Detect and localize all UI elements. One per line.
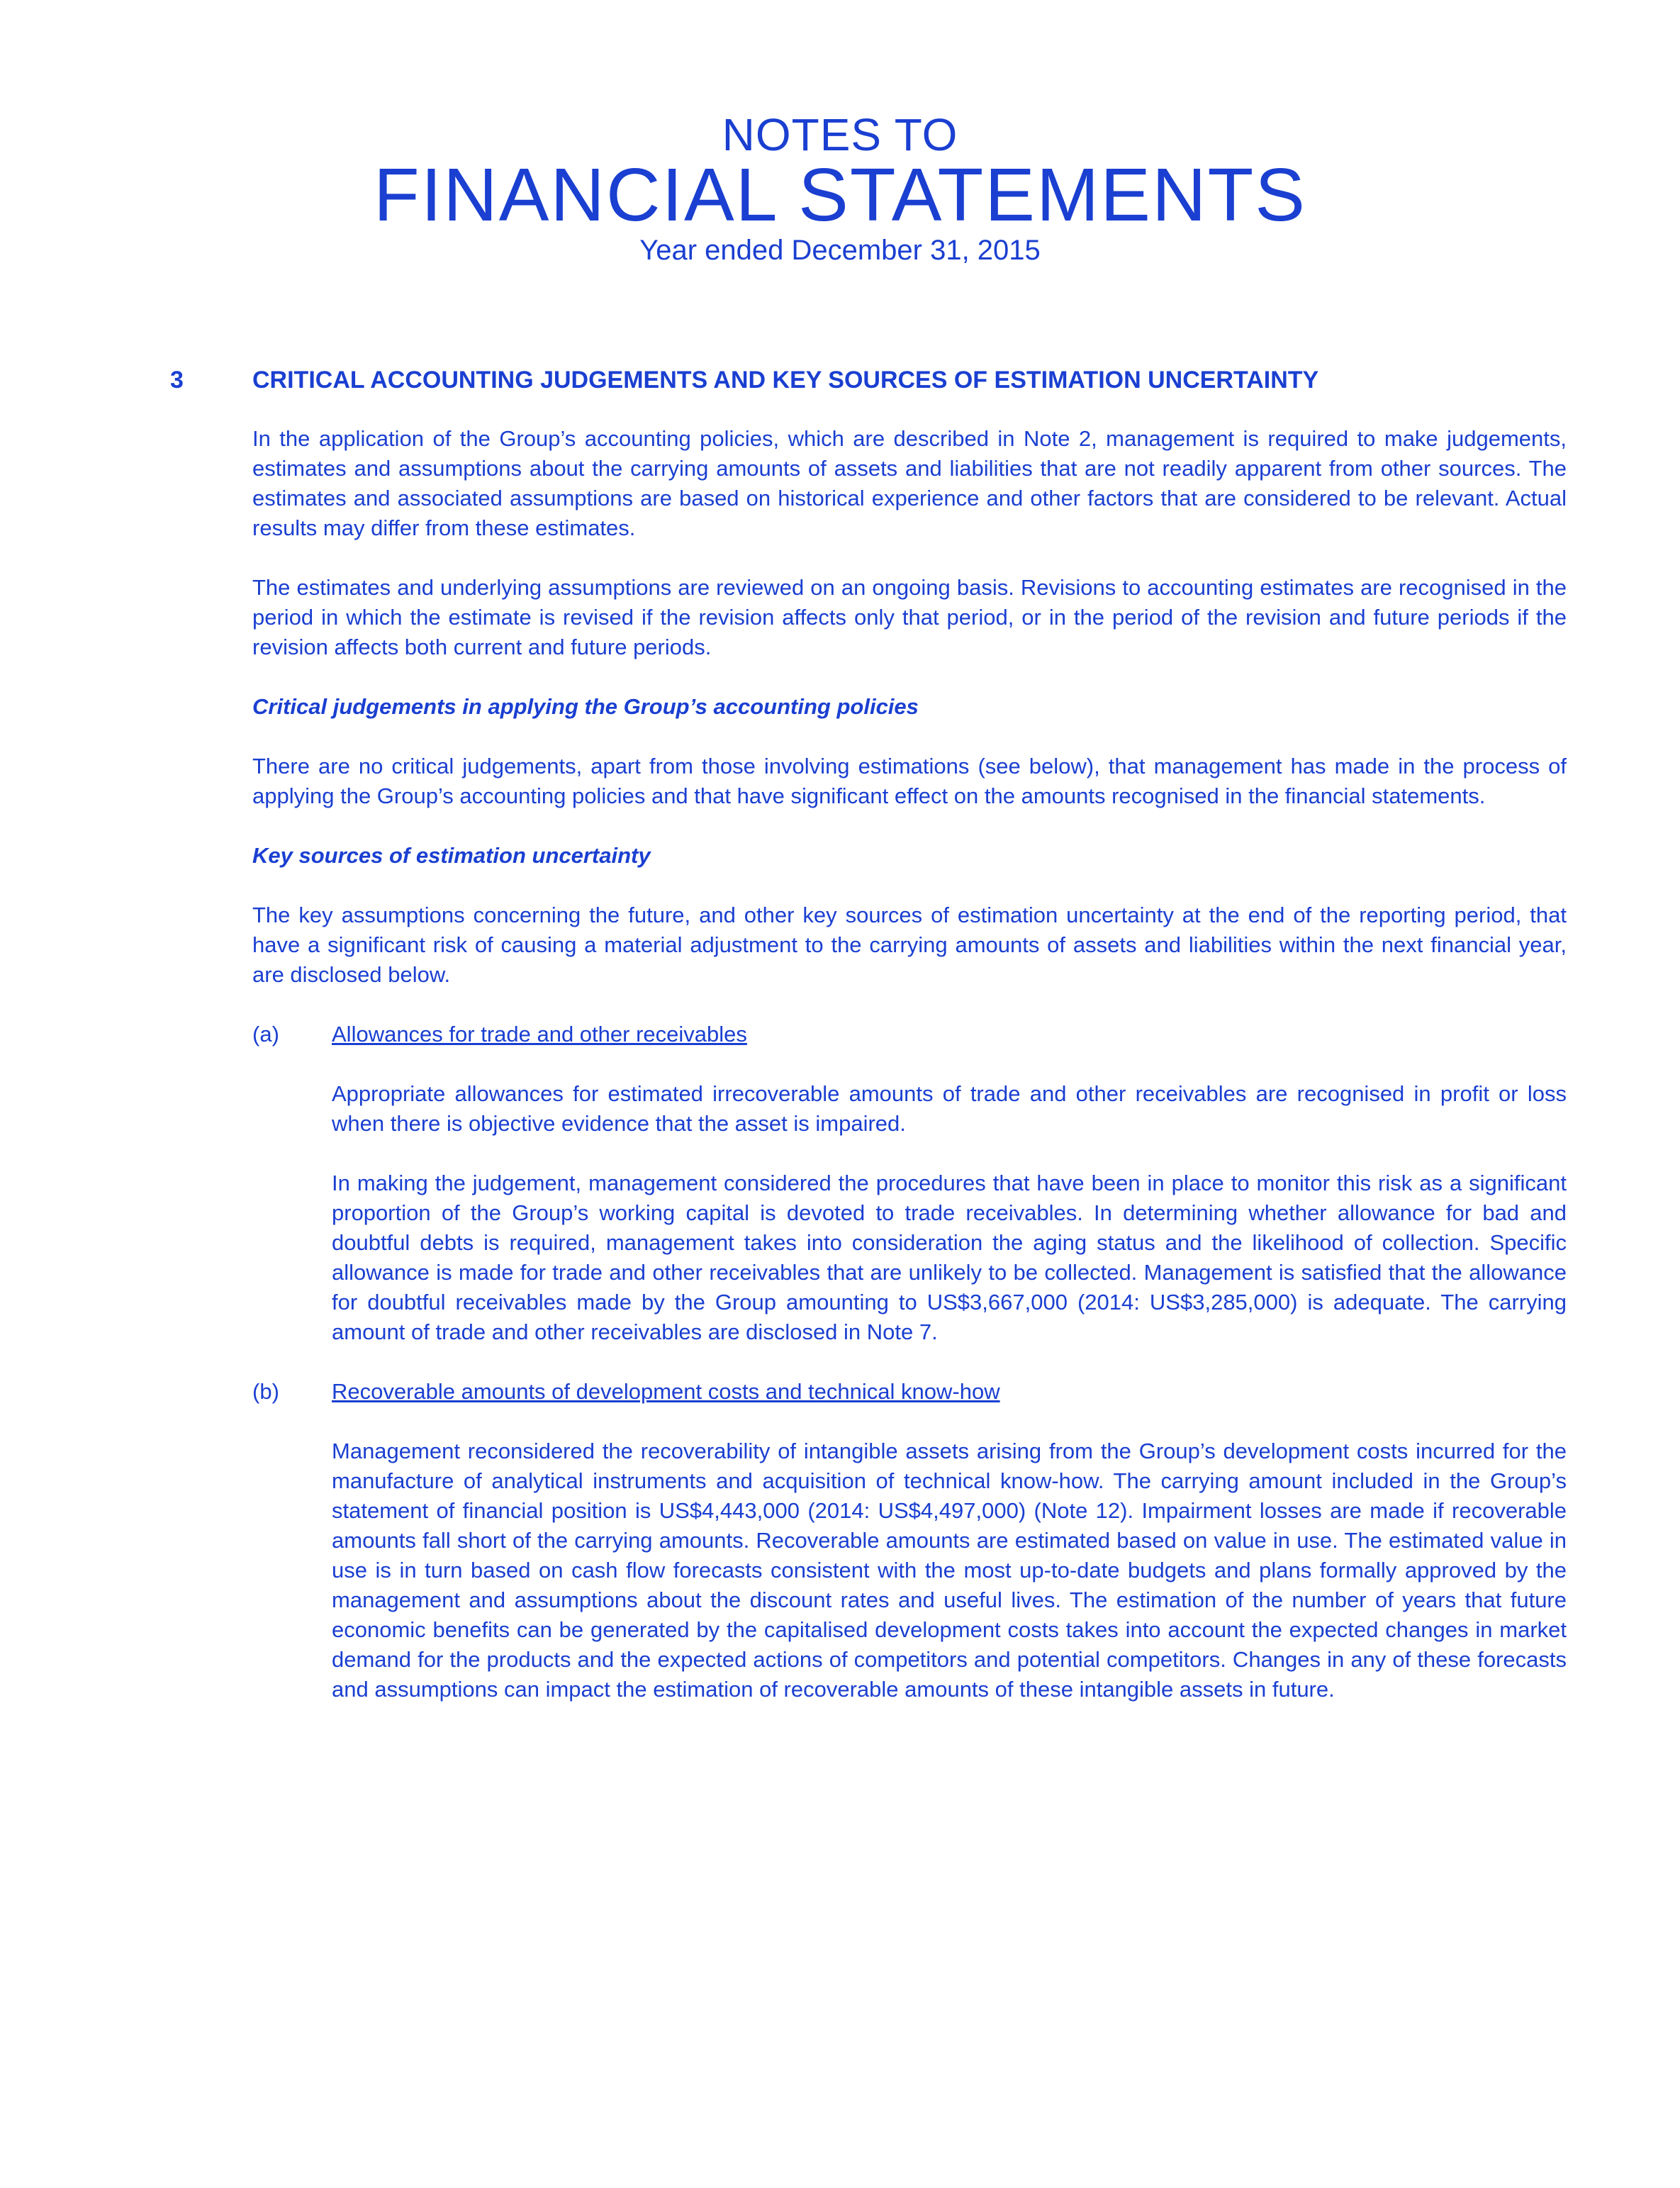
list-item-a xyxy=(252,1020,1567,1049)
paragraph-key-assumptions: The key assumptions concerning the future, and other key sources of estimation uncertainty at the end of the reporting period, that have a significant risk of causing a material adjustment to the carrying amounts of assets and liabilities within the next financial year, are disclosed below. xyxy=(252,903,1567,987)
item-paragraph: Management reconsidered the recoverability of intangible assets arising from the Group’s development costs incurred for the manufacture of analytical instruments and acquisition of technical know-how. The carrying amount included in the Group’s statement of financial position is US$4,443,000 (2014: US$4,497,000) (Note 12). Impairment losses are made if recoverable amounts fall short of the carrying amounts. Recoverable amounts are estimated based on value in use. The estimated value in use is in turn based on cash flow forecasts consistent with the most up-to-date budgets and plans formally approved by the management and assumptions about the discount rates and useful lives. The estimation of the number of years that future economic benefits can be generated by the capitalised development costs takes into account the expected changes in market demand for the products and the expected actions of competitors and potential competitors. Changes in any of these forecasts and assumptions can impact the estimation of recoverable amounts of these intangible assets in future. xyxy=(332,1439,1567,1702)
header-notes-to: NOTES TO xyxy=(722,109,958,160)
item-title: Allowances for trade and other receivables xyxy=(332,1022,747,1046)
item-paragraph: In making the judgement, management considered the procedures that have been in place to monitor this risk as a significant proportion of the Group’s working capital is devoted to trade receivables. In determining whether allowance for bad and doubtful debts is required, management takes into consideration the aging status and the likelihood of collection. Specific allowance is made for trade and other receivables that are unlikely to be collected. Management is satisfied that the allowance for doubtful receivables made by the Group amounting to US$3,667,000 (2014: US$3,285,000) is adequate. The carrying amount of trade and other receivables are disclosed in Note 7. xyxy=(332,1171,1567,1344)
item-letter: (a) xyxy=(252,1022,279,1046)
paragraph-no-critical-judgements: There are no critical judgements, apart from those involving estimations (see below), that management has made in the process of applying the Group’s accounting policies and that have significant effect on the amounts recognised in the financial statements. xyxy=(252,754,1567,808)
header-year-ended: Year ended December 31, 2015 xyxy=(639,235,1041,266)
section-body xyxy=(252,424,1567,1734)
item-letter: (b) xyxy=(252,1379,279,1404)
item-body-b xyxy=(332,1436,1567,1704)
section-number: 3 xyxy=(170,367,184,393)
item-body-a xyxy=(332,1079,1567,1347)
subheading-key-sources: Key sources of estimation uncertainty xyxy=(252,843,651,868)
list-item-b xyxy=(252,1377,1567,1407)
subheading-critical-judgements: Critical judgements in applying the Group’s accounting policies xyxy=(252,694,919,719)
header-financial-statements: FINANCIAL STATEMENTS xyxy=(373,153,1307,237)
paragraph-estimates-review: The estimates and underlying assumptions are reviewed on an ongoing basis. Revisions to accounting estimates are recognised in the period in which the estimate is revised if the revision affects only that period, or in the period of the revision and future periods if the revision affects both current and future periods. xyxy=(252,575,1567,659)
item-paragraph: Appropriate allowances for estimated irrecoverable amounts of trade and other receivables are recognised in profit or loss when there is objective evidence that the asset is impaired. xyxy=(332,1081,1567,1136)
item-title: Recoverable amounts of development costs and technical know-how xyxy=(332,1379,1000,1404)
section-title: CRITICAL ACCOUNTING JUDGEMENTS AND KEY SOURCES OF ESTIMATION UNCERTAINTY xyxy=(252,367,1319,393)
paragraph-application: In the application of the Group’s accounting policies, which are described in Note 2, management is required to make judgements, estimates and assumptions about the carrying amounts of assets and liabilities that are not readily apparent from other sources. The estimates and associated assumptions are based on historical experience and other factors that are considered to be relevant. Actual results may differ from these estimates. xyxy=(252,426,1567,540)
